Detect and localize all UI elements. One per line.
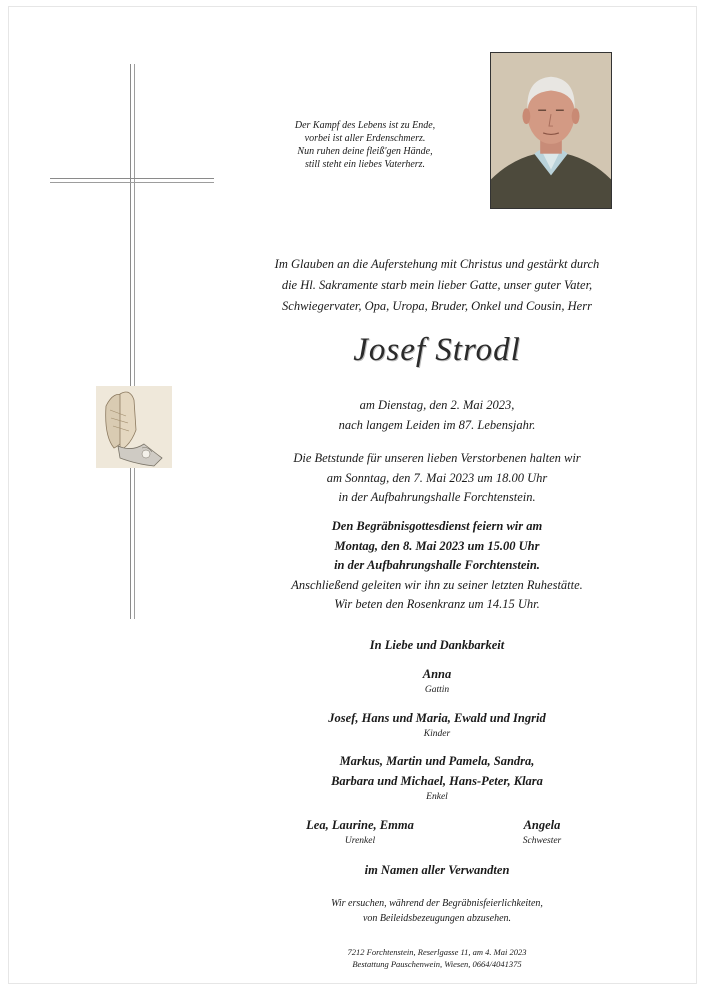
prayer-line: Die Betstunde für unseren lieben Verstorbenen halten wir <box>293 451 581 465</box>
family-heading: In Liebe und Dankbarkeit <box>369 638 505 652</box>
request-line: Wir ersuchen, während der Begräbnisfeierlichkeiten, <box>331 898 543 909</box>
family-role: Kinder <box>423 729 451 739</box>
intro-line: Schwiegervater, Opa, Uropa, Bruder, Onkel und Cousin, Herr <box>282 299 592 313</box>
family-names: Anna <box>422 667 452 681</box>
intro-line: die Hl. Sakramente starb mein lieber Gatte, unser guter Vater, <box>281 278 593 292</box>
death-line: nach langem Leiden im 87. Lebensjahr. <box>338 417 536 432</box>
family-names: Markus, Martin und Pamela, Sandra, <box>339 754 535 768</box>
prayer-line: am Sonntag, den 7. Mai 2023 um 18.00 Uhr <box>326 470 548 485</box>
family-group-sister <box>492 815 592 848</box>
family-group-children <box>228 708 646 741</box>
request-line: von Beileidsbezeugungen abzusehen. <box>362 913 512 924</box>
family-names: Lea, Laurine, Emma <box>306 818 414 832</box>
cross-vertical-line <box>134 64 135 619</box>
announcement-intro <box>228 254 646 317</box>
family-role: Gattin <box>424 685 450 695</box>
cross-horizontal-line <box>50 178 214 179</box>
funeral-bold-line: Montag, den 8. Mai 2023 um 15.00 Uhr <box>334 538 540 553</box>
family-names: Angela <box>523 818 561 832</box>
intro-line: Im Glauben an die Auferstehung mit Christus und gestärkt durch <box>274 257 600 271</box>
funeral-line: Wir beten den Rosenkranz um 14.15 Uhr. <box>334 597 540 611</box>
praying-hands-icon <box>96 386 172 468</box>
death-details <box>228 396 646 435</box>
family-role: Urenkel <box>344 836 376 846</box>
funeral-details <box>228 517 646 615</box>
footer-address <box>228 946 646 970</box>
cross-vertical-line <box>130 64 131 619</box>
death-line: am Dienstag, den 2. Mai 2023, <box>359 398 515 412</box>
footer-line: 7212 Forchtenstein, Reserlgasse 11, am 4. Mai 2023 <box>347 947 527 957</box>
funeral-bold-line: in der Aufbahrungshalle Forchtenstein. <box>334 558 540 572</box>
all-relatives: im Namen aller Verwandten <box>364 863 510 877</box>
prayer-line: in der Aufbahrungshalle Forchtenstein. <box>338 490 536 504</box>
family-names: Josef, Hans und Maria, Ewald und Ingrid <box>328 711 546 725</box>
family-names: Barbara und Michael, Hans-Peter, Klara <box>331 774 543 788</box>
poem-line: Der Kampf des Lebens ist zu Ende, <box>294 120 436 131</box>
family-group-spouse <box>228 664 646 697</box>
family-role: Enkel <box>426 792 448 802</box>
cross-horizontal-line <box>50 182 214 183</box>
portrait-photo <box>490 52 612 209</box>
family-group-great-grandchildren <box>290 815 430 848</box>
poem <box>250 119 480 171</box>
poem-line: Nun ruhen deine fleiß'gen Hände, <box>297 146 433 157</box>
family-role: Schwester <box>522 836 562 846</box>
poem-line: vorbei ist aller Erdenschmerz. <box>304 133 426 144</box>
footer-line: Bestattung Pauschenwein, Wiesen, 0664/4041375 <box>352 959 522 969</box>
deceased-name: Josef Strodl <box>353 332 521 368</box>
poem-line: still steht ein liebes Vaterherz. <box>304 159 426 170</box>
condolence-request <box>228 896 646 926</box>
family-group-grandchildren <box>228 751 646 804</box>
funeral-bold-line: Den Begräbnisgottesdienst feiern wir am <box>331 519 543 533</box>
funeral-line: Anschließend geleiten wir ihn zu seiner letzten Ruhestätte. <box>291 577 583 592</box>
prayer-hour-details <box>228 449 646 508</box>
